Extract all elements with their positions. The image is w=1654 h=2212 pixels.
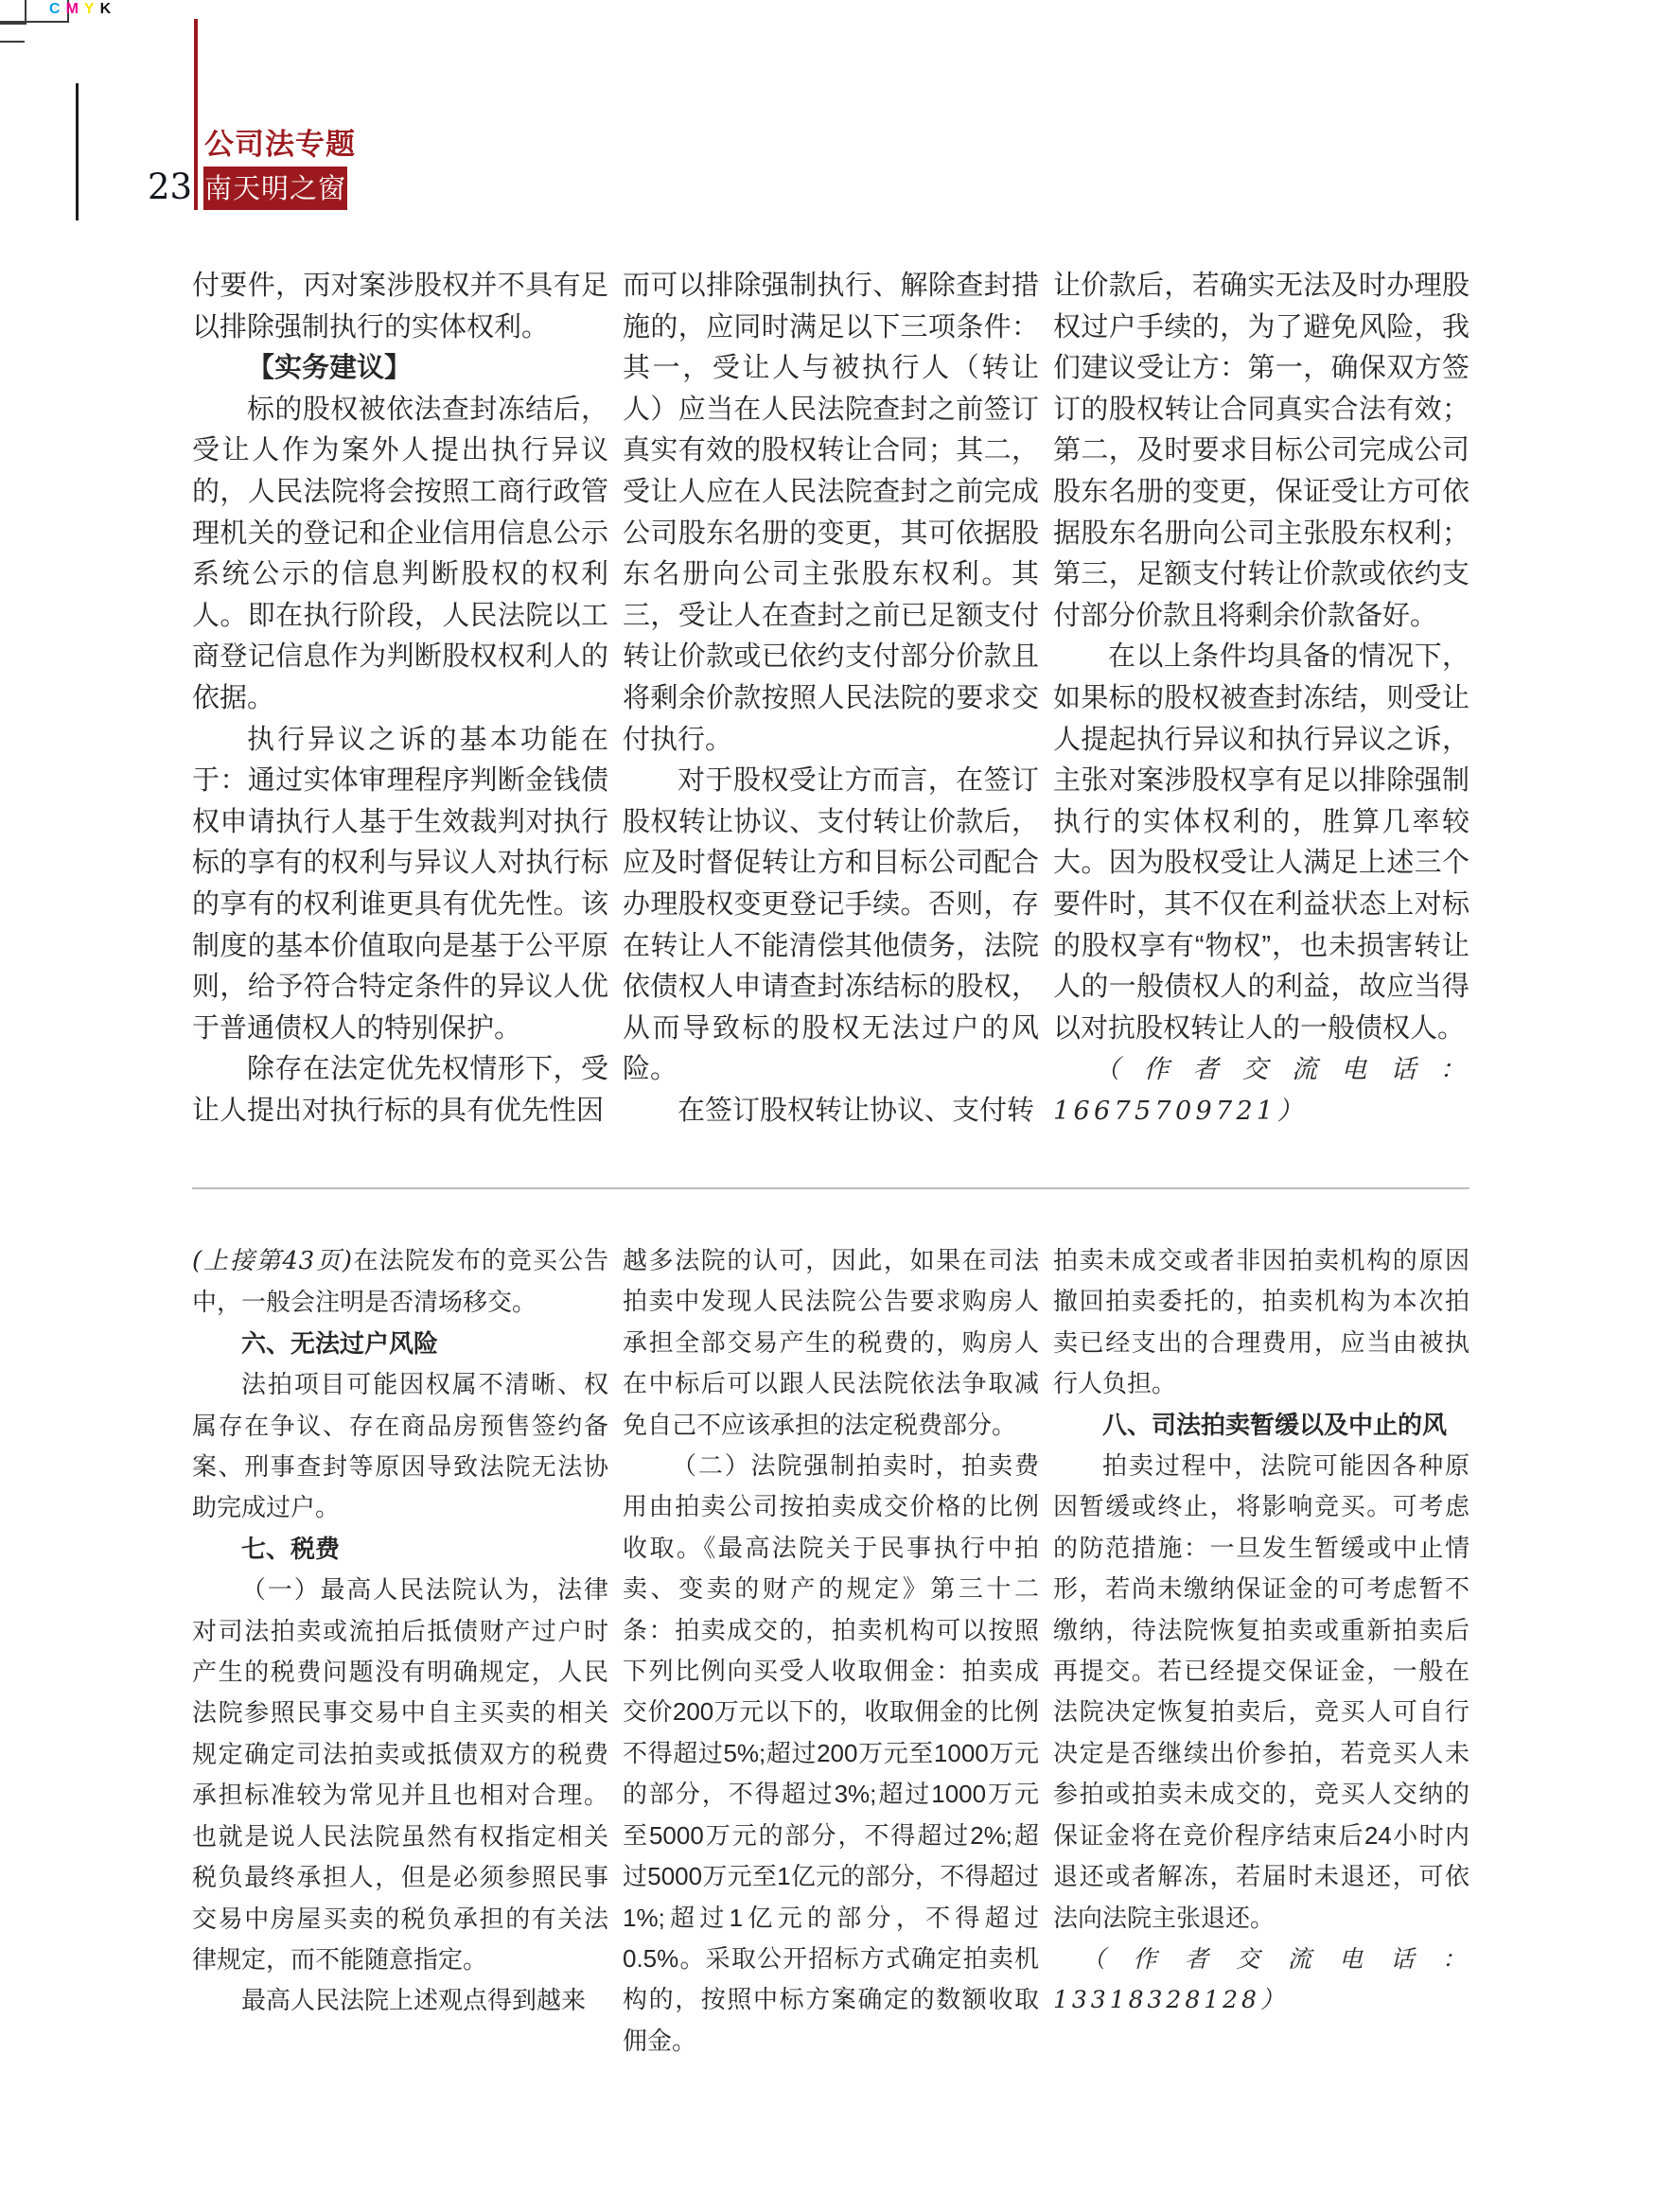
subheading-practice-advice: 【实务建议】 [247,353,413,384]
subheading-transfer-risk: 六、无法过户风险 [241,1328,439,1358]
bottom-article [192,1240,1469,2062]
body-text: 最高人民法院上述观点得到越来 [241,1986,587,2015]
body-text: 法拍项目可能因权属不清晰、权属存在争议、存在商品房预售签约备案、刑事查封等原因导致法院无法协助完成过户。 [192,1370,608,1522]
body-text: 而可以排除强制执行、解除查封措施的，应同时满足以下三项条件：其一，受让人与被执行人（转让人）应当在人民法院查封之前签订真实有效的股权转让合同；其二，受让人应在人民法院查封之前完成公司股东名册的变更，其可依据股东名册向公司主张股东权利。其三，受让人在查封之前已足额支付转让价款或已依约支付部分价款且将剩余价款按照人民法院的要求交付执行。 [623,271,1039,755]
cmyk-letter-y: Y [83,1,100,17]
body-text: 对于股权受让方而言，在签订股权转让协议、支付转让价款后，应及时督促转让方和目标公司配合办理股权变更登记手续。否则，存在转让人不能清偿其他债务，法院依债权人申请查封冻结标的股权，从而导致标的股权无法过户的风险。 [623,765,1039,1085]
page-number: 23 [148,167,193,207]
body-text: （一）最高人民法院认为，法律对司法拍卖或流拍后抵债财产过户时产生的税费问题没有明确规定，人民法院参照民事交易中自主买卖的相关规定确定司法拍卖或抵债双方的税费承担标准较为常见并且也相对合理。也就是说人民法院虽然有权指定相关税负最终承担人，但是必须参照民事交易中房屋买卖的税负承担的有关法律规定，而不能随意指定。 [192,1575,608,1974]
section-title: 公司法专题 [204,128,356,161]
body-text: 越多法院的认可，因此，如果在司法拍卖中发现人民法院公告要求购房人承担全部交易产生的税费的，购房人在中标后可以跟人民法院依法争取减免自己不应该承担的法定税费部分。 [623,1246,1039,1439]
crop-mark-horizontal [0,21,69,23]
cmyk-letter-k: K [99,1,117,17]
top-article [192,266,1469,1132]
bottom-article-column-3 [1053,1240,1469,2062]
crop-mark-horizontal-2 [0,41,25,43]
body-text: 拍卖未成交或者非因拍卖机构的原因撤回拍卖委托的，拍卖机构为本次拍卖已经支出的合理费用，应当由被执行人负担。 [1053,1246,1469,1398]
cmyk-letter-m: M [65,1,84,17]
author-phone-note: （作者交流电话：16675709721） [1053,1055,1469,1126]
author-phone-note: （作者交流电话：13318328128） [1053,1944,1469,2014]
bottom-article-column-2 [623,1240,1039,2062]
body-text: 在以上条件均具备的情况下，如果标的股权被查封冻结，则受让人提起执行异议和执行异议之诉，主张对案涉股权享有足以排除强制执行的实体权利的，胜算几率较大。因为股权受让人满足上述三个要件时，其不仅在利益状态上对标的股权享有“物权”，也未损害转让人的一般债权人的利益，故应当得以对抗股权转让人的一般债权人。 [1053,641,1469,1044]
top-article-column-1 [192,266,608,1132]
body-text: 在签订股权转让协议、支付转 [677,1095,1035,1126]
column-banner: 南天明之窗 [203,167,347,210]
body-text: 标的股权被依法查封冻结后，受让人作为案外人提出执行异议的，人民法院将会按照工商行政管理机关的登记和企业信用信息公示系统公示的信息判断股权的权利人。即在执行阶段，人民法院以工商登记信息作为判断股权权利人的依据。 [192,394,608,713]
body-text [192,1240,608,1324]
body-text: 付要件，丙对案涉股权并不具有足以排除强制执行的实体权利。 [192,271,608,342]
bottom-article-column-1 [192,1240,608,2062]
body-text: 在法院发布的竞买公告中，一般会注明是否清场移交。 [192,1246,608,1317]
body-text: 执行异议之诉的基本功能在于：通过实体审理程序判断金钱债权申请执行人基于生效裁判对执行标的享有的权利与异议人对执行标的享有的权利谁更具有优先性。该制度的基本价值取向是基于公平原则，给予符合特定条件的异议人优于普通债权人的特别保护。 [192,724,608,1044]
body-text: 让价款后，若确实无法及时办理股权过户手续的，为了避免风险，我们建议受让方：第一，确保双方签订的股权转让合同真实合法有效；第二，及时要求目标公司完成公司股东名册的变更，保证受让方可依据股东名册向公司主张股东权利；第三，足额支付转让价款或依约支付部分价款且将剩余价款备好。 [1053,271,1469,631]
masthead-red-rule [194,19,198,210]
cmyk-color-bar [49,1,116,18]
continued-from-note: (上接第43页) [192,1247,353,1275]
cmyk-letter-c: C [49,1,66,17]
top-article-column-3 [1053,266,1469,1132]
body-text: 除存在法定优先权情形下，受让人提出对执行标的具有优先性因 [192,1054,608,1126]
body-text: （二）法院强制拍卖时，拍卖费用由拍卖公司按拍卖成交价格的比例收取。《最高法院关于民事执行中拍卖、变卖的财产的规定》第三十二条：拍卖成交的，拍卖机构可以按照下列比例向买受人收取佣金：拍卖成交价200万元以下的，收取佣金的比例不得超过5%;超过200万元至1000万元的部分，不得超过3%;超过1000万元至5000万元的部分，不得超过2%;超过5000万元至1亿元的部分，不得超过1%;超过1亿元的部分，不得超过0.5%。采取公开招标方式确定拍卖机构的，按照中标方案确定的数额收取佣金。 [623,1451,1039,2055]
page-edge-mark [76,83,79,220]
section-divider [192,1187,1469,1189]
subheading-taxes: 七、税费 [241,1534,341,1563]
top-article-column-2 [623,266,1039,1132]
subheading-auction-suspension: 八、司法拍卖暂缓以及中止的风 [1102,1410,1448,1439]
body-text: 拍卖过程中，法院可能因各种原因暂缓或终止，将影响竞买。可考虑的防范措施：一旦发生暂缓或中止情形，若尚未缴纳保证金的可考虑暂不缴纳，待法院恢复拍卖或重新拍卖后再提交。若已经提交保证金，一般在法院决定恢复拍卖后，竞买人可自行决定是否继续出价参拍，若竞买人未参拍或拍卖未成交的，竞买人交纳的保证金将在竞价程序结束后24小时内退还或者解冻，若届时未退还，可依法向法院主张退还。 [1053,1451,1469,1932]
